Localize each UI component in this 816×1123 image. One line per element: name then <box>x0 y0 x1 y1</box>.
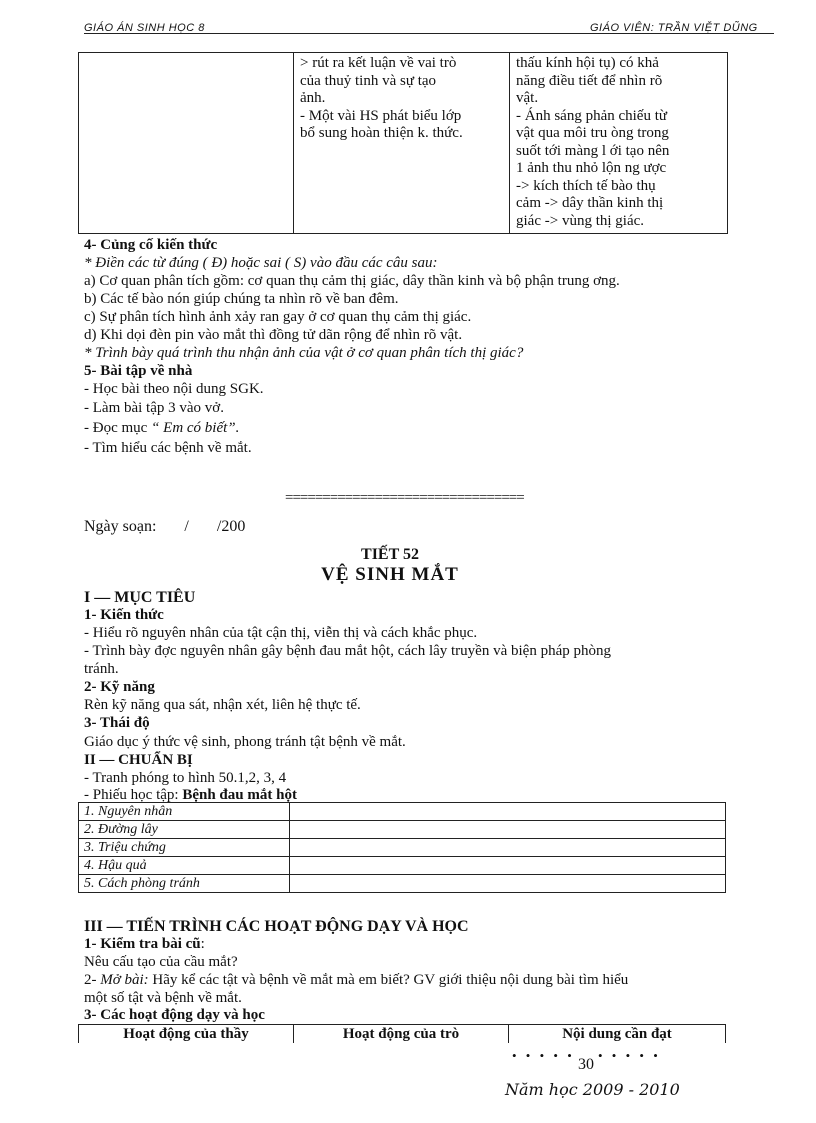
content-line: 1 ảnh thu nhỏ lộn ng ược <box>516 160 667 176</box>
table-row <box>79 821 726 839</box>
column-header-teacher: Hoạt động của thầy <box>79 1025 294 1044</box>
student-line: của thuỷ tinh và sự tạo <box>300 72 437 89</box>
homework-item: - Học bài theo nội dung SGK. <box>84 381 264 397</box>
header-rule <box>84 33 774 34</box>
header-right: GIÁO VIÊN: TRẦN VIỆT DŨNG <box>590 22 758 34</box>
content-line: vật. <box>516 90 539 106</box>
continuation-table <box>78 52 728 234</box>
quiz-item-a: a) Cơ quan phân tích gồm: cơ quan thụ cảm thị giác, dây thần kinh và bộ phận trung ơng. <box>84 273 620 289</box>
table-row <box>79 857 726 875</box>
check-question: Nêu cấu tạo của cầu mắt? <box>84 954 238 970</box>
knowledge-item-cont: tránh. <box>84 661 119 677</box>
part3-heading: III — TIẾN TRÌNH CÁC HOẠT ĐỘNG DẠY VÀ HỌC <box>84 918 469 935</box>
worksheet-table <box>78 802 726 893</box>
table-row <box>79 803 726 821</box>
quiz-item-b: b) Các tế bào nón giúp chúng ta nhìn rõ về ban đêm. <box>84 291 399 307</box>
homework-read <box>84 419 239 437</box>
worksheet-row-label: 4. Hậu quả <box>79 857 290 875</box>
section4-instruction: * Điền các từ đúng ( Đ) hoặc sai ( S) vào đầu các câu sau: <box>84 255 438 271</box>
footer-school-year: Năm học 2009 - 2010 <box>505 1080 680 1099</box>
content-line: suốt tới màng l ới tạo nên <box>516 142 670 159</box>
worksheet-row-answer[interactable] <box>290 839 726 857</box>
knowledge-item: - Trình bày đợc nguyên nhân gây bệnh đau mắt hột, cách lây truyền và biện pháp phòng <box>84 643 611 659</box>
worksheet-prefix: - Phiếu học tập: <box>84 787 183 803</box>
attitude-heading: 3- Thái độ <box>84 715 150 731</box>
activities-table <box>78 1024 726 1043</box>
page-number: 30 <box>578 1056 594 1073</box>
student-line: - Một vài HS phát biểu lớp <box>300 107 462 124</box>
part1-heading: I — MỤC TIÊU <box>84 589 196 606</box>
separator: ================================ <box>285 490 524 506</box>
content-line: cảm -> dây thần kinh thị <box>516 195 664 211</box>
homework-item: - Làm bài tập 3 vào vở. <box>84 400 224 416</box>
column-header-content: Nội dung cần đạt <box>509 1025 726 1044</box>
content-line: - Ánh sáng phản chiếu từ <box>516 107 668 124</box>
skill-heading: 2- Kỹ năng <box>84 679 155 695</box>
section4-heading: 4- Củng cố kiến thức <box>84 237 218 253</box>
check-heading: 1- Kiểm tra bài cũ <box>84 936 201 952</box>
worksheet-row-answer[interactable] <box>290 857 726 875</box>
student-line: > rút ra kết luận về vai trò <box>300 55 457 71</box>
worksheet-row-answer[interactable] <box>290 821 726 839</box>
worksheet-row-label: 3. Triệu chứng <box>79 839 290 857</box>
student-line: ảnh. <box>300 90 326 106</box>
section5-heading: 5- Bài tập về nhà <box>84 363 193 379</box>
opening-prefix: 2- <box>84 972 101 988</box>
homework-read-prefix: - Đọc mục <box>84 420 152 436</box>
knowledge-item: - Hiểu rõ nguyên nhân của tật cận thị, viễn thị và cách khắc phục. <box>84 625 478 641</box>
header-left: GIÁO ÁN SINH HỌC 8 <box>84 22 205 34</box>
worksheet-row-answer[interactable] <box>290 803 726 821</box>
worksheet-row-label: 2. Đường lây <box>79 821 290 839</box>
lesson-number: TIẾT 52 <box>361 546 419 563</box>
homework-item: - Tìm hiểu các bệnh về mắt. <box>84 440 252 456</box>
opening-line <box>84 971 628 989</box>
section4-question: * Trình bày quá trình thu nhận ảnh của vật ở cơ quan phân tích thị giác? <box>84 345 524 361</box>
student-line: bổ sung hoàn thiện k. thức. <box>300 125 463 141</box>
check-line <box>84 935 205 953</box>
knowledge-heading: 1- Kiến thức <box>84 607 164 623</box>
quiz-item-c: c) Sự phân tích hình ảnh xảy ran gay ở cơ quan thụ cảm thị giác. <box>84 309 472 325</box>
cell-content <box>510 53 728 234</box>
worksheet-row-answer[interactable] <box>290 875 726 893</box>
opening-label: Mở bài: <box>100 972 149 988</box>
homework-read-title: “ Em có biết”. <box>151 420 240 436</box>
prep-item: - Tranh phóng to hình 50.1,2, 3, 4 <box>84 770 287 786</box>
column-header-student: Hoạt động của trò <box>294 1025 509 1044</box>
lesson-title: VỆ SINH MẮT <box>321 564 459 585</box>
date-line: Ngày soạn: / /200 <box>84 518 246 535</box>
opening-text: Hãy kể các tật và bệnh về mắt mà em biết? GV giới thiệu nội dung bài tìm hiểu <box>148 972 629 988</box>
content-line: thấu kính hội tụ) có khả <box>516 55 659 71</box>
page-dots-right: • • • • • <box>598 1048 661 1063</box>
activities-heading: 3- Các hoạt động dạy và học <box>84 1007 265 1023</box>
check-colon: : <box>200 936 205 952</box>
table-row <box>79 839 726 857</box>
skill-text: Rèn kỹ năng qua sát, nhận xét, liên hệ thực tế. <box>84 697 361 713</box>
attitude-text: Giáo dục ý thức vệ sinh, phong tránh tật bệnh về mắt. <box>84 734 406 750</box>
part2-heading: II — CHUẨN BỊ <box>84 752 193 768</box>
worksheet-row-label: 5. Cách phòng tránh <box>79 875 290 893</box>
worksheet-row-label: 1. Nguyên nhân <box>79 803 290 821</box>
opening-text-cont: một số tật và bệnh về mắt. <box>84 990 242 1006</box>
content-line: -> kích thích tế bào thụ <box>516 177 656 194</box>
page-dots-left: • • • • • <box>512 1048 575 1063</box>
worksheet-title: Bệnh đau mắt hột <box>182 787 297 803</box>
cell-student <box>294 53 510 234</box>
table-row <box>79 875 726 893</box>
content-line: năng điều tiết để nhìn rõ <box>516 72 663 89</box>
quiz-item-d: d) Khi dọi đèn pin vào mắt thì đồng tử dãn rộng để nhìn rõ vật. <box>84 327 463 343</box>
cell-teacher <box>79 53 294 234</box>
content-line: giác -> vùng thị giác. <box>516 212 645 229</box>
content-line: vật qua môi tru òng trong <box>516 125 669 141</box>
